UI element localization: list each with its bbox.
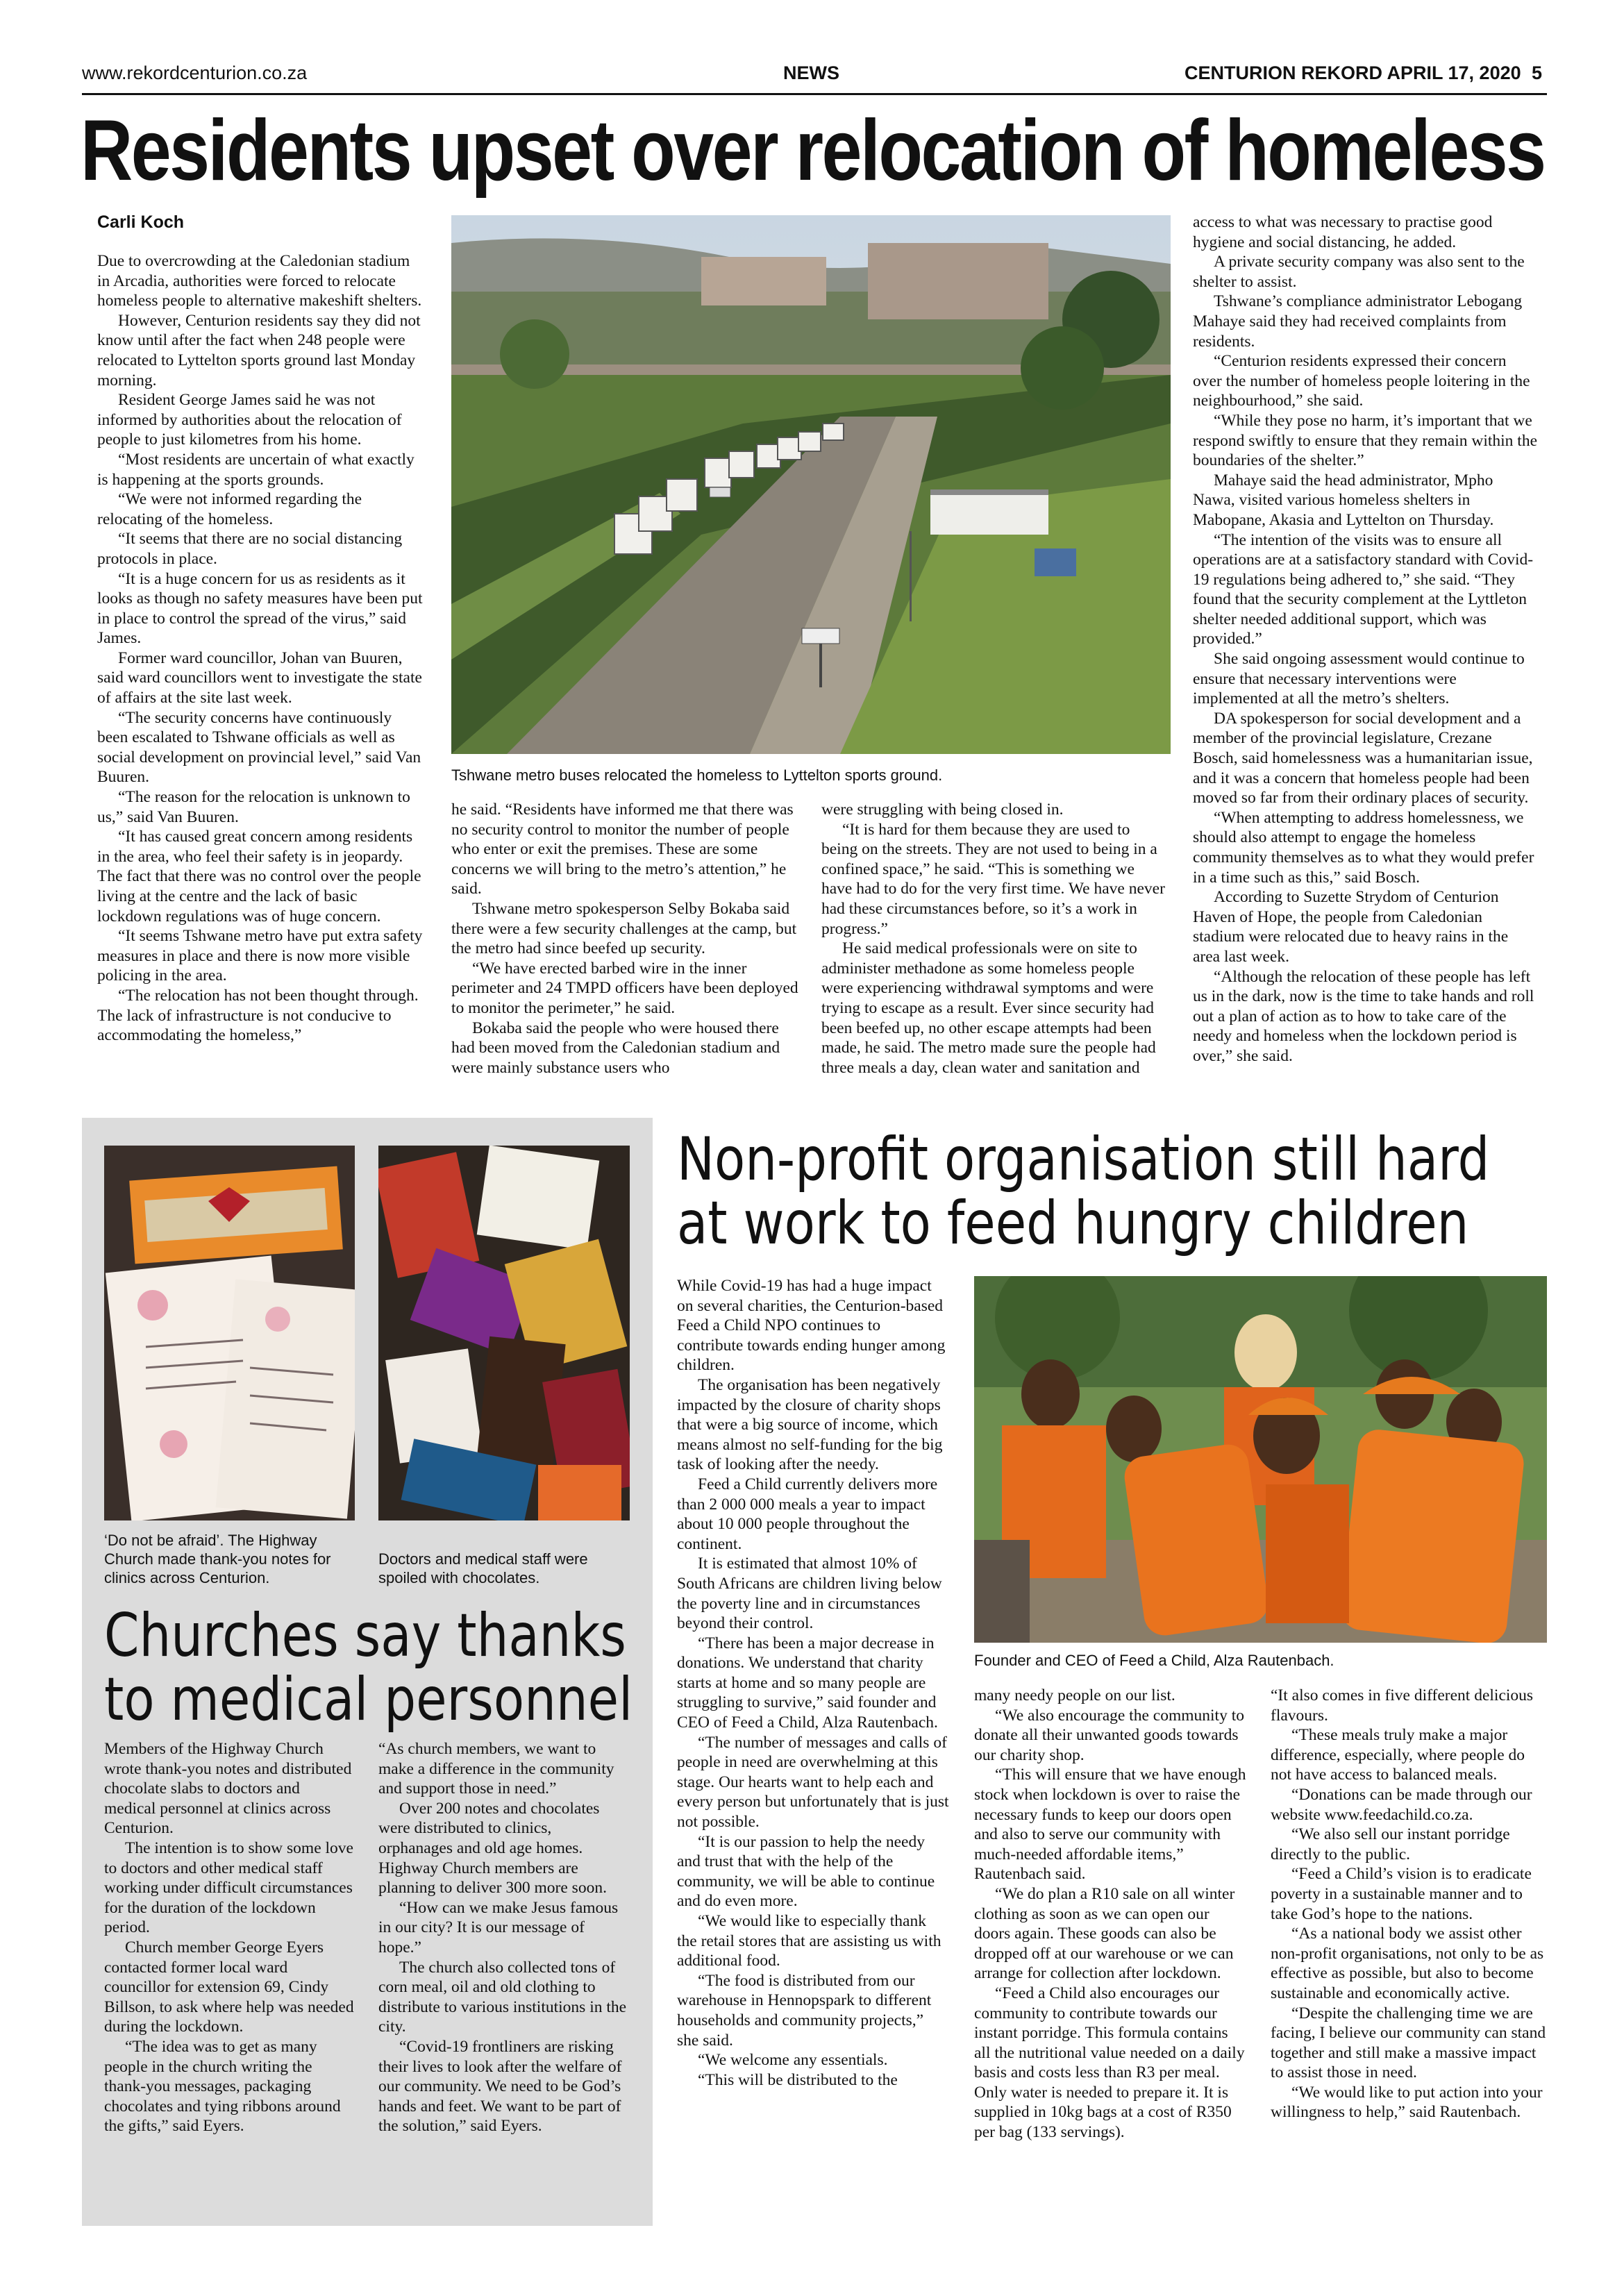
- paragraph: The intention is to show some love to doctors and other medical staff working under difficult circumstances for the duration of the lockdown period.: [104, 1838, 353, 1937]
- paragraph: “While they pose no harm, it’s important that we respond swiftly to ensure that they remain within the boundaries of the shelter.”: [1193, 411, 1538, 470]
- feed-a-child-photo: [974, 1276, 1547, 1643]
- paper-date: CENTURION REKORD APRIL 17, 2020: [1184, 62, 1521, 83]
- paragraph: Resident George James said he was not informed by authorities about the relocation of people to just kilometres from his home.: [97, 391, 402, 449]
- paragraph: Mahaye said the head administrator, Mpho Nawa, visited various homeless shelters in Mabopane, Akasia and Lyttelton on Thursday.: [1193, 471, 1494, 529]
- paragraph: “We also encourage the community to donate all their unwanted goods towards our charity shop.: [974, 1706, 1244, 1764]
- paragraph: “The relocation has not been thought through. The lack of infrastructure is not conducive to accommodating the homeless,”: [97, 986, 419, 1045]
- chocolates-photo: [378, 1146, 630, 1520]
- section-label: NEWS: [783, 62, 839, 83]
- paragraph: “The food is distributed from our warehouse in Hennopspark to different households and community projects,” she said.: [677, 1971, 932, 2050]
- paragraph: Due to overcrowding at the Caledonian stadium in Arcadia, authorities were forced to relocate homeless people to alternative makeshift shelters.: [97, 252, 422, 310]
- paragraph: A private security company was also sent to the shelter to assist.: [1193, 253, 1525, 291]
- story1-column-3: [821, 800, 1169, 1078]
- paragraph: Members of the Highway Church wrote thank-you notes and distributed chocolate slabs to doctors and medical personnel at clinics across Centurion.: [104, 1740, 352, 1838]
- paragraph: “We would like to especially thank the retail stores that are assisting us with additional food.: [677, 1912, 941, 1970]
- churches-headline-line2: to medical personnel: [104, 1665, 633, 1734]
- paragraph: Church member George Eyers contacted former local ward councillor for extension 69, Cindy Billson, to ask where help was needed during the lockdown.: [104, 1938, 354, 2036]
- story1-column-4: [1193, 212, 1537, 1066]
- paragraph: “These meals truly make a major difference, especially, where people do not have access to balanced meals.: [1271, 1726, 1525, 1784]
- website-url: www.rekordcenturion.co.za: [82, 62, 308, 83]
- paragraph: “It is a huge concern for us as residents as it looks as though no safety measures have been put in place to control the spread of the virus,” said James.: [97, 569, 423, 648]
- paragraph: “It seems that there are no social distancing protocols in place.: [97, 530, 403, 568]
- story3-column-2: [974, 1686, 1246, 2143]
- churches-headline-line1: Churches say thanks: [104, 1601, 626, 1670]
- buses-photo: [451, 215, 1171, 754]
- paragraph: She said ongoing assessment would continue to ensure that necessary interventions were implemented at all the metro’s shelters.: [1193, 650, 1525, 708]
- paragraph: “It is our passion to help the needy and trust that with the help of the community, we will be able to continue and do even more.: [677, 1832, 935, 1911]
- paragraph: “We would like to put action into your willingness to help,” said Rautenbach.: [1271, 2083, 1543, 2122]
- paragraph: However, Centurion residents say they did not know until after the fact when 248 people were relocated to Lyttelton sports ground last Monday morning.: [97, 311, 421, 389]
- paragraph: “As church members, we want to make a difference in the community and support those in need.”: [378, 1740, 614, 1798]
- paragraph: Feed a Child currently delivers more than 2 000 000 meals a year to impact about 10 000 people throughout the continent.: [677, 1475, 938, 1553]
- paragraph: Tshwane metro spokesperson Selby Bokaba said there were a few security challenges at the camp, but the metro had since beefed up security.: [451, 899, 797, 958]
- paragraph: “We do plan a R10 sale on all winter clothing as soon as we can open our doors again. These goods can also be dropped off at our warehouse or we can arrange for collection after lockdown.: [974, 1884, 1235, 1983]
- paragraph: “The idea was to get as many people in the church writing the thank-you messages, packaging chocolates and tying ribbons around the gifts,” said Eyers.: [104, 2037, 341, 2136]
- paragraph: Bokaba said the people who were housed there had been moved from the Caledonian stadium and were mainly substance users who: [451, 1019, 780, 1077]
- paragraph: “The number of messages and calls of people in need are overwhelming at this stage. Our hearts want to help each and every person but unfortunately that is just not possible.: [677, 1733, 949, 1832]
- headline-homeless: Residents upset over relocation of homeless: [81, 103, 1545, 199]
- paragraph: “How can we make Jesus famous in our city? It is our message of hope.”: [378, 1898, 619, 1956]
- npo-headline-line2: at work to feed hungry children: [677, 1189, 1469, 1258]
- paragraph: “It has caused great concern among residents in the area, who feel their safety is in jeopardy. The fact that there was no control over the people living at the centre and the lack of basic lockdown regulations was of huge concern.: [97, 828, 421, 925]
- paragraph: He said medical professionals were on site to administer methadone as some homeless people were experiencing withdrawal symptoms and were trying to escape as a result. Ever since security had been beefed up, no other escape attempts had been made, he said. The metro made sure the people had three meals a day, clean water and sanitation and: [821, 939, 1156, 1077]
- paragraph: access to what was necessary to practise good hygiene and social distancing, he added.: [1193, 213, 1493, 251]
- paragraph: “We have erected barbed wire in the inner perimeter and 24 TMPD officers have been deployed to monitor the perimeter,” he said.: [451, 959, 798, 1017]
- story1-column-2: [451, 800, 798, 1078]
- paragraph: “As a national body we assist other non-profit organisations, not only to be as effective as possible, but also to become sustainable and economically active.: [1271, 1925, 1544, 2002]
- paragraph: “The reason for the relocation is unknown to us,” said Van Buuren.: [97, 788, 410, 826]
- paragraph: many needy people on our list.: [974, 1686, 1175, 1704]
- paragraph: “Feed a Child’s vision is to eradicate poverty in a sustainable manner and to take God’s hope to the nations.: [1271, 1865, 1532, 1923]
- paragraph: According to Suzette Strydom of Centurion Haven of Hope, the people from Caledonian stadium were relocated due to heavy rains in the area last week.: [1193, 888, 1509, 966]
- paragraph: It is estimated that almost 10% of South Africans are children living below the poverty line and in circumstances beyond their control.: [677, 1555, 942, 1633]
- buses-photo-caption: Tshwane metro buses relocated the homeless to Lyttelton sports ground.: [451, 766, 943, 784]
- paragraph: he said. “Residents have informed me that there was no security control to monitor the number of people who enter or exit the premises. These are some concerns we will bring to the metro’s attention,” he said.: [451, 801, 794, 898]
- paragraph: “It also comes in five different delicious flavours.: [1271, 1686, 1534, 1725]
- paragraph: The church also collected tons of corn meal, oil and old clothing to distribute to various institutions in the city.: [378, 1958, 627, 2036]
- notes-photo-caption: ‘Do not be afraid’. The Highway Church made thank-you notes for clinics across Centurion.: [104, 1532, 331, 1586]
- paragraph: “It seems Tshwane metro have put extra safety measures in place and there is now more visible policing in the area.: [97, 927, 423, 985]
- paragraph: “Donations can be made through our website www.feedachild.co.za.: [1271, 1785, 1532, 1824]
- story3-column-1: [677, 1276, 949, 2090]
- paragraph: “This will ensure that we have enough stock when lockdown is over to raise the necessary funds to keep our doors open and also to serve our community with much-needed affordable items,” Rautenbach said.: [974, 1766, 1246, 1884]
- chocolates-photo-caption: Doctors and medical staff were spoiled with chocolates.: [378, 1550, 588, 1586]
- paragraph: “Despite the challenging time we are facing, I believe our community can stand together and still make a massive impact to assist those in need.: [1271, 2004, 1546, 2082]
- paragraph: “We were not informed regarding the relocating of the homeless.: [97, 490, 362, 528]
- paragraph: The organisation has been negatively impacted by the closure of charity shops that were a big source of income, which means almost no self-funding for the big task of looking after the needy.: [677, 1375, 943, 1474]
- paragraph: “We also sell our instant porridge directly to the public.: [1271, 1825, 1510, 1863]
- paragraph: “This will be distributed to the: [698, 2070, 898, 2089]
- paragraph: “When attempting to address homelessness, we should also attempt to engage the homeless community themselves as to what they would prefer in a time such as this,” said Bosch.: [1193, 808, 1534, 887]
- story1-column-1: [97, 251, 424, 1046]
- paragraph: Over 200 notes and chocolates were distributed to clinics, orphanages and old age homes. Highway Church members are planning to deliver 300 more soon.: [378, 1799, 607, 1897]
- npo-headline-line1: Non-profit organisation still hard: [677, 1125, 1490, 1194]
- paragraph: Tshwane’s compliance administrator Lebogang Mahaye said they had received complaints from residents.: [1193, 292, 1523, 351]
- story3-column-3: [1271, 1686, 1547, 2122]
- paragraph: DA spokesperson for social development and a member of the provincial legislature, Crezane Bosch, said homelessness was a humanitarian issue, and it was a concern that homeless people had been moved so far from their ordinary places of security.: [1193, 709, 1533, 807]
- byline: Carli Koch: [97, 212, 185, 232]
- paragraph: “Centurion residents expressed their concern over the number of homeless people loitering in the neighbourhood,” she said.: [1193, 352, 1530, 410]
- paragraph: “Although the relocation of these people has left us in the dark, now is the time to take hands and roll out a plan of action as to how to take care of the needy and homeless when the lockdown period is over,” she said.: [1193, 967, 1534, 1065]
- feed-a-child-photo-caption: Founder and CEO of Feed a Child, Alza Rautenbach.: [974, 1652, 1334, 1669]
- header-rule: [82, 93, 1547, 95]
- paragraph: “Most residents are uncertain of what exactly is happening at the sports grounds.: [97, 450, 415, 489]
- paragraph: Former ward councillor, Johan van Buuren, said ward councillors went to investigate the state of affairs at the site last week.: [97, 648, 422, 707]
- paragraph: “Covid-19 frontliners are risking their lives to look after the welfare of our community. We need to be God’s hands and feet. We want to be part of the solution,” said Eyers.: [378, 2037, 622, 2136]
- page-number: 5: [1532, 62, 1543, 83]
- story2-column-2: [378, 1739, 628, 2136]
- paragraph: “It is hard for them because they are used to being on the streets. They are not used to being in a confined space,” he said. “This is something we have had to do for the very first time. We have never had these circumstances before, so it’s a work in progress.”: [821, 820, 1165, 938]
- paragraph: While Covid-19 has had a huge impact on several charities, the Centurion-based Feed a Child NPO continues to contribute towards ending hunger among children.: [677, 1277, 946, 1375]
- paragraph: “We welcome any essentials.: [698, 2051, 888, 2070]
- story2-column-1: [104, 1739, 354, 2136]
- paragraph: “The security concerns have continuously been escalated to Tshwane officials as well as social development on provincial level,” said Van Buuren.: [97, 708, 421, 787]
- paragraph: “There has been a major decrease in donations. We understand that charity starts at home and so many people are struggling to survive,” said founder and CEO of Feed a Child, Alza Rautenbach.: [677, 1634, 938, 1732]
- thank-you-notes-photo: [104, 1146, 355, 1520]
- paragraph: “The intention of the visits was to ensure all operations are at a satisfactory standard with Covid-19 regulations being adhered to,” she said. “They found that the security complement at the Lyttleton shelter needed additional support, which was provided.”: [1193, 530, 1534, 648]
- paragraph: were struggling with being closed in.: [821, 801, 1064, 819]
- paragraph: “Feed a Child also encourages our community to contribute towards our instant porridge. This formula contains all the nutritional value needed on a daily basis and costs less than R3 per meal. Only water is needed to prepare it. It is supplied in 10kg bags at a cost of R350 per bag (133 servings).: [974, 1984, 1245, 2142]
